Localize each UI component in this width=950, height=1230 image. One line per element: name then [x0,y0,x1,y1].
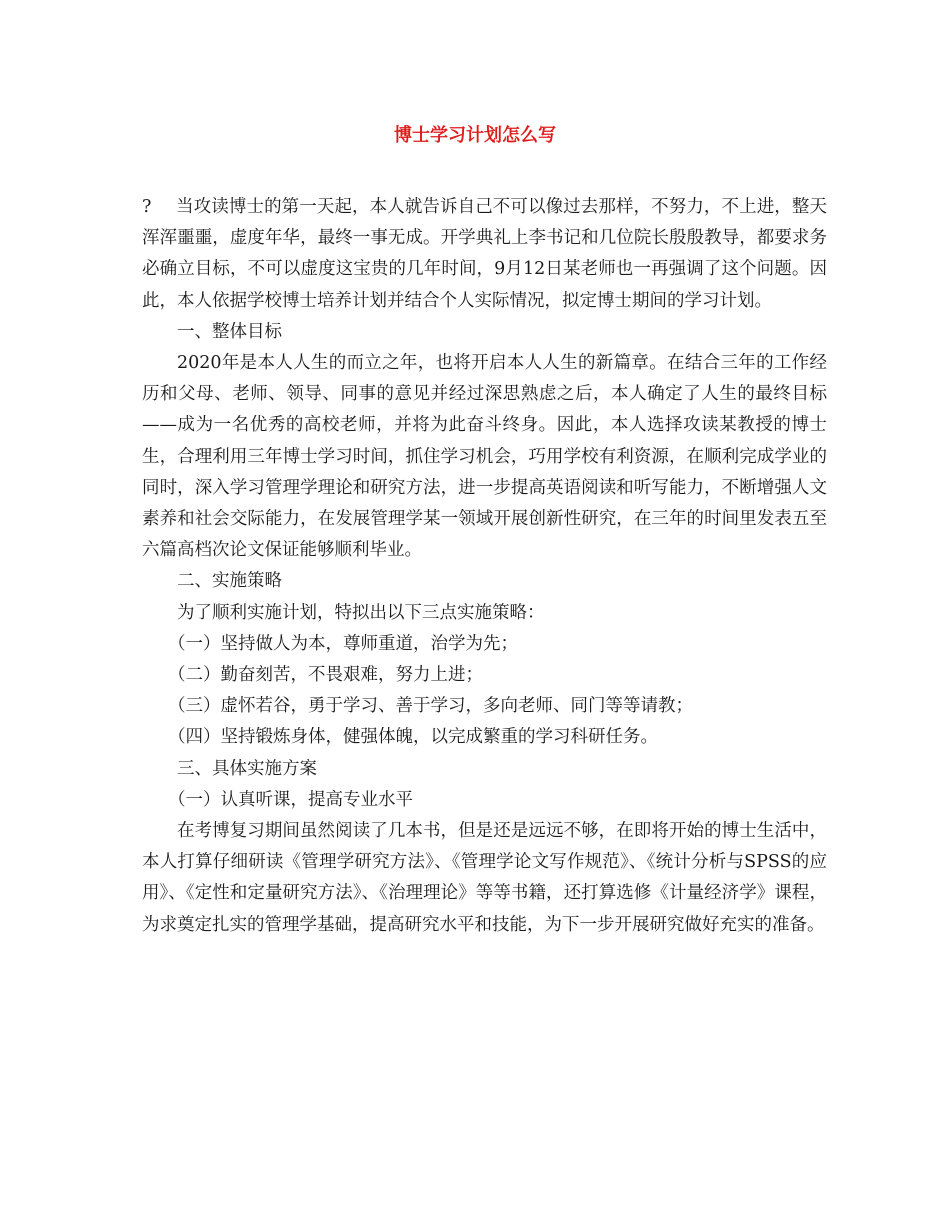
document-title: 博士学习计划怎么写 [394,125,556,146]
plan-paragraph: 在考博复习期间虽然阅读了几本书，但是还是远远不够，在即将开始的博士生活中，本人打算仔细研读《管理学研究方法》、《管理学论文写作规范》、《统计分析与SPSS的应用》、《定性和定量研究方法》、《治理理论》等等书籍，还打算选修《计量经济学》课程，为求奠定扎实的管理学基础，提高研究水平和技能，为下一步开展研究做好充实的准备。 [142,821,827,935]
strategy-intro: 为了顺利实施计划，特拟出以下三点实施策略： [177,602,545,623]
section-heading-plan: 三、具体实施方案 [177,758,317,779]
plan-subheading: （一）认真听课，提高专业水平 [168,789,413,810]
strategy-item: （二）勤奋刻苦，不畏艰难，努力上进； [168,665,483,686]
intro-paragraph [142,192,827,317]
section-heading-strategy: 二、实施策略 [177,571,282,592]
document-body [142,192,827,941]
strategy-item: （四）坚持锻炼身体，健强体魄，以完成繁重的学习科研任务。 [168,727,658,748]
strategy-item: （一）坚持做人为本，尊师重道，治学为先； [168,633,518,654]
strategy-item: （三）虚怀若谷，勇于学习、善于学习，多向老师、同门等等请教； [168,696,693,717]
overall-goal-paragraph: 2020年是本人人生的而立之年，也将开启本人人生的新篇章。在结合三年的工作经历和父母、老师、领导、同事的意见并经过深思熟虑之后，本人确定了人生的最终目标——成为一名优秀的高校老师，并将为此奋斗终身。因此，本人选择攻读某教授的博士生，合理利用三年博士学习时间，抓住学习机会，巧用学校有利资源，在顺利完成学业的同时，深入学习管理学理论和研究方法，进一步提高英语阅读和听写能力，不断增强人文素养和社会交际能力，在发展管理学某一领域开展创新性研究，在三年的时间里发表五至六篇高档次论文保证能够顺利毕业。 [142,353,827,561]
intro-mark: ? [142,197,152,217]
intro-text: 当攻读博士的第一天起，本人就告诉自己不可以像过去那样，不努力，不上进，整天浑浑噩噩，虚度年华，最终一事无成。开学典礼上李书记和几位院长殷殷教导，都要求务必确立目标，不可以虚度这宝贵的几年时间，9月12日某老师也一再强调了这个问题。因此，本人依据学校博士培养计划并结合个人实际情况，拟定博士期间的学习计划。 [142,197,827,311]
section-heading-overall-goal: 一、整体目标 [177,321,282,342]
